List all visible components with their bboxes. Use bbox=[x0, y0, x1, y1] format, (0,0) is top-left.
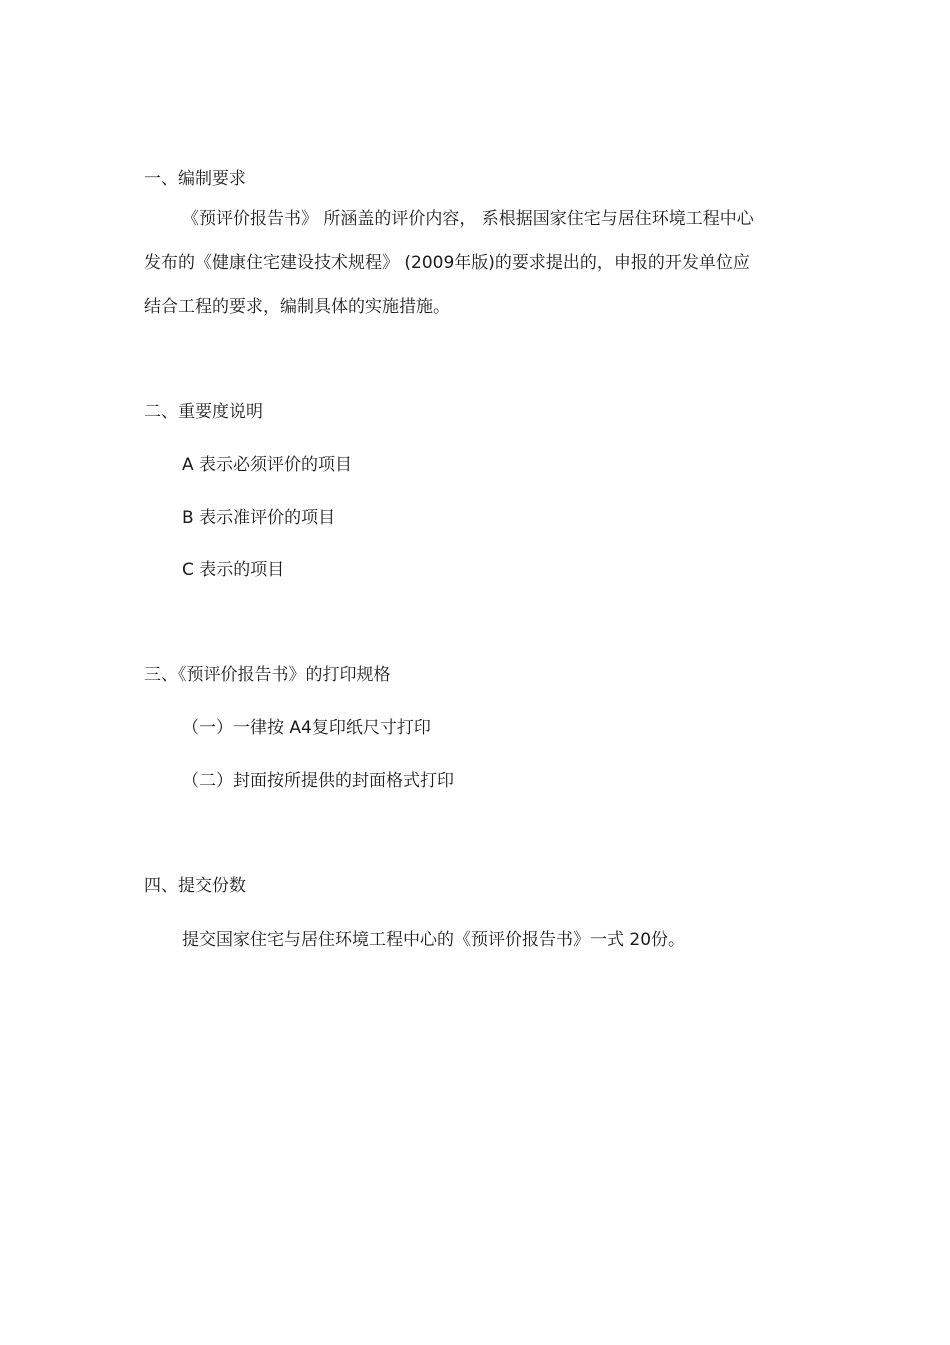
section-2-heading: 二、重要度说明 bbox=[144, 402, 263, 422]
section-1-paragraph-line-1: 《预评价报告书》 所涵盖的评价内容， 系根据国家住宅与居住环境工程中心 bbox=[182, 209, 754, 229]
submission-count-text: 提交国家住宅与居住环境工程中心的《预评价报告书》一式 20份。 bbox=[182, 930, 686, 950]
section-1-paragraph-line-2: 发布的《健康住宅建设技术规程》 (2009年版)的要求提出的，申报的开发单位应 bbox=[144, 253, 750, 273]
print-spec-item-2: （二）封面按所提供的封面格式打印 bbox=[182, 771, 454, 791]
section-4-heading: 四、提交份数 bbox=[144, 876, 246, 896]
importance-item-b: B 表示准评价的项目 bbox=[182, 508, 336, 528]
section-3-heading: 三、《预评价报告书》的打印规格 bbox=[144, 665, 391, 685]
section-1-paragraph-line-3: 结合工程的要求，编制具体的实施措施。 bbox=[144, 297, 450, 317]
importance-item-c: C 表示的项目 bbox=[182, 560, 285, 580]
print-spec-item-1: （一）一律按 A4复印纸尺寸打印 bbox=[182, 718, 431, 738]
importance-item-a: A 表示必须评价的项目 bbox=[182, 455, 353, 475]
section-1-heading: 一、编制要求 bbox=[144, 169, 246, 189]
